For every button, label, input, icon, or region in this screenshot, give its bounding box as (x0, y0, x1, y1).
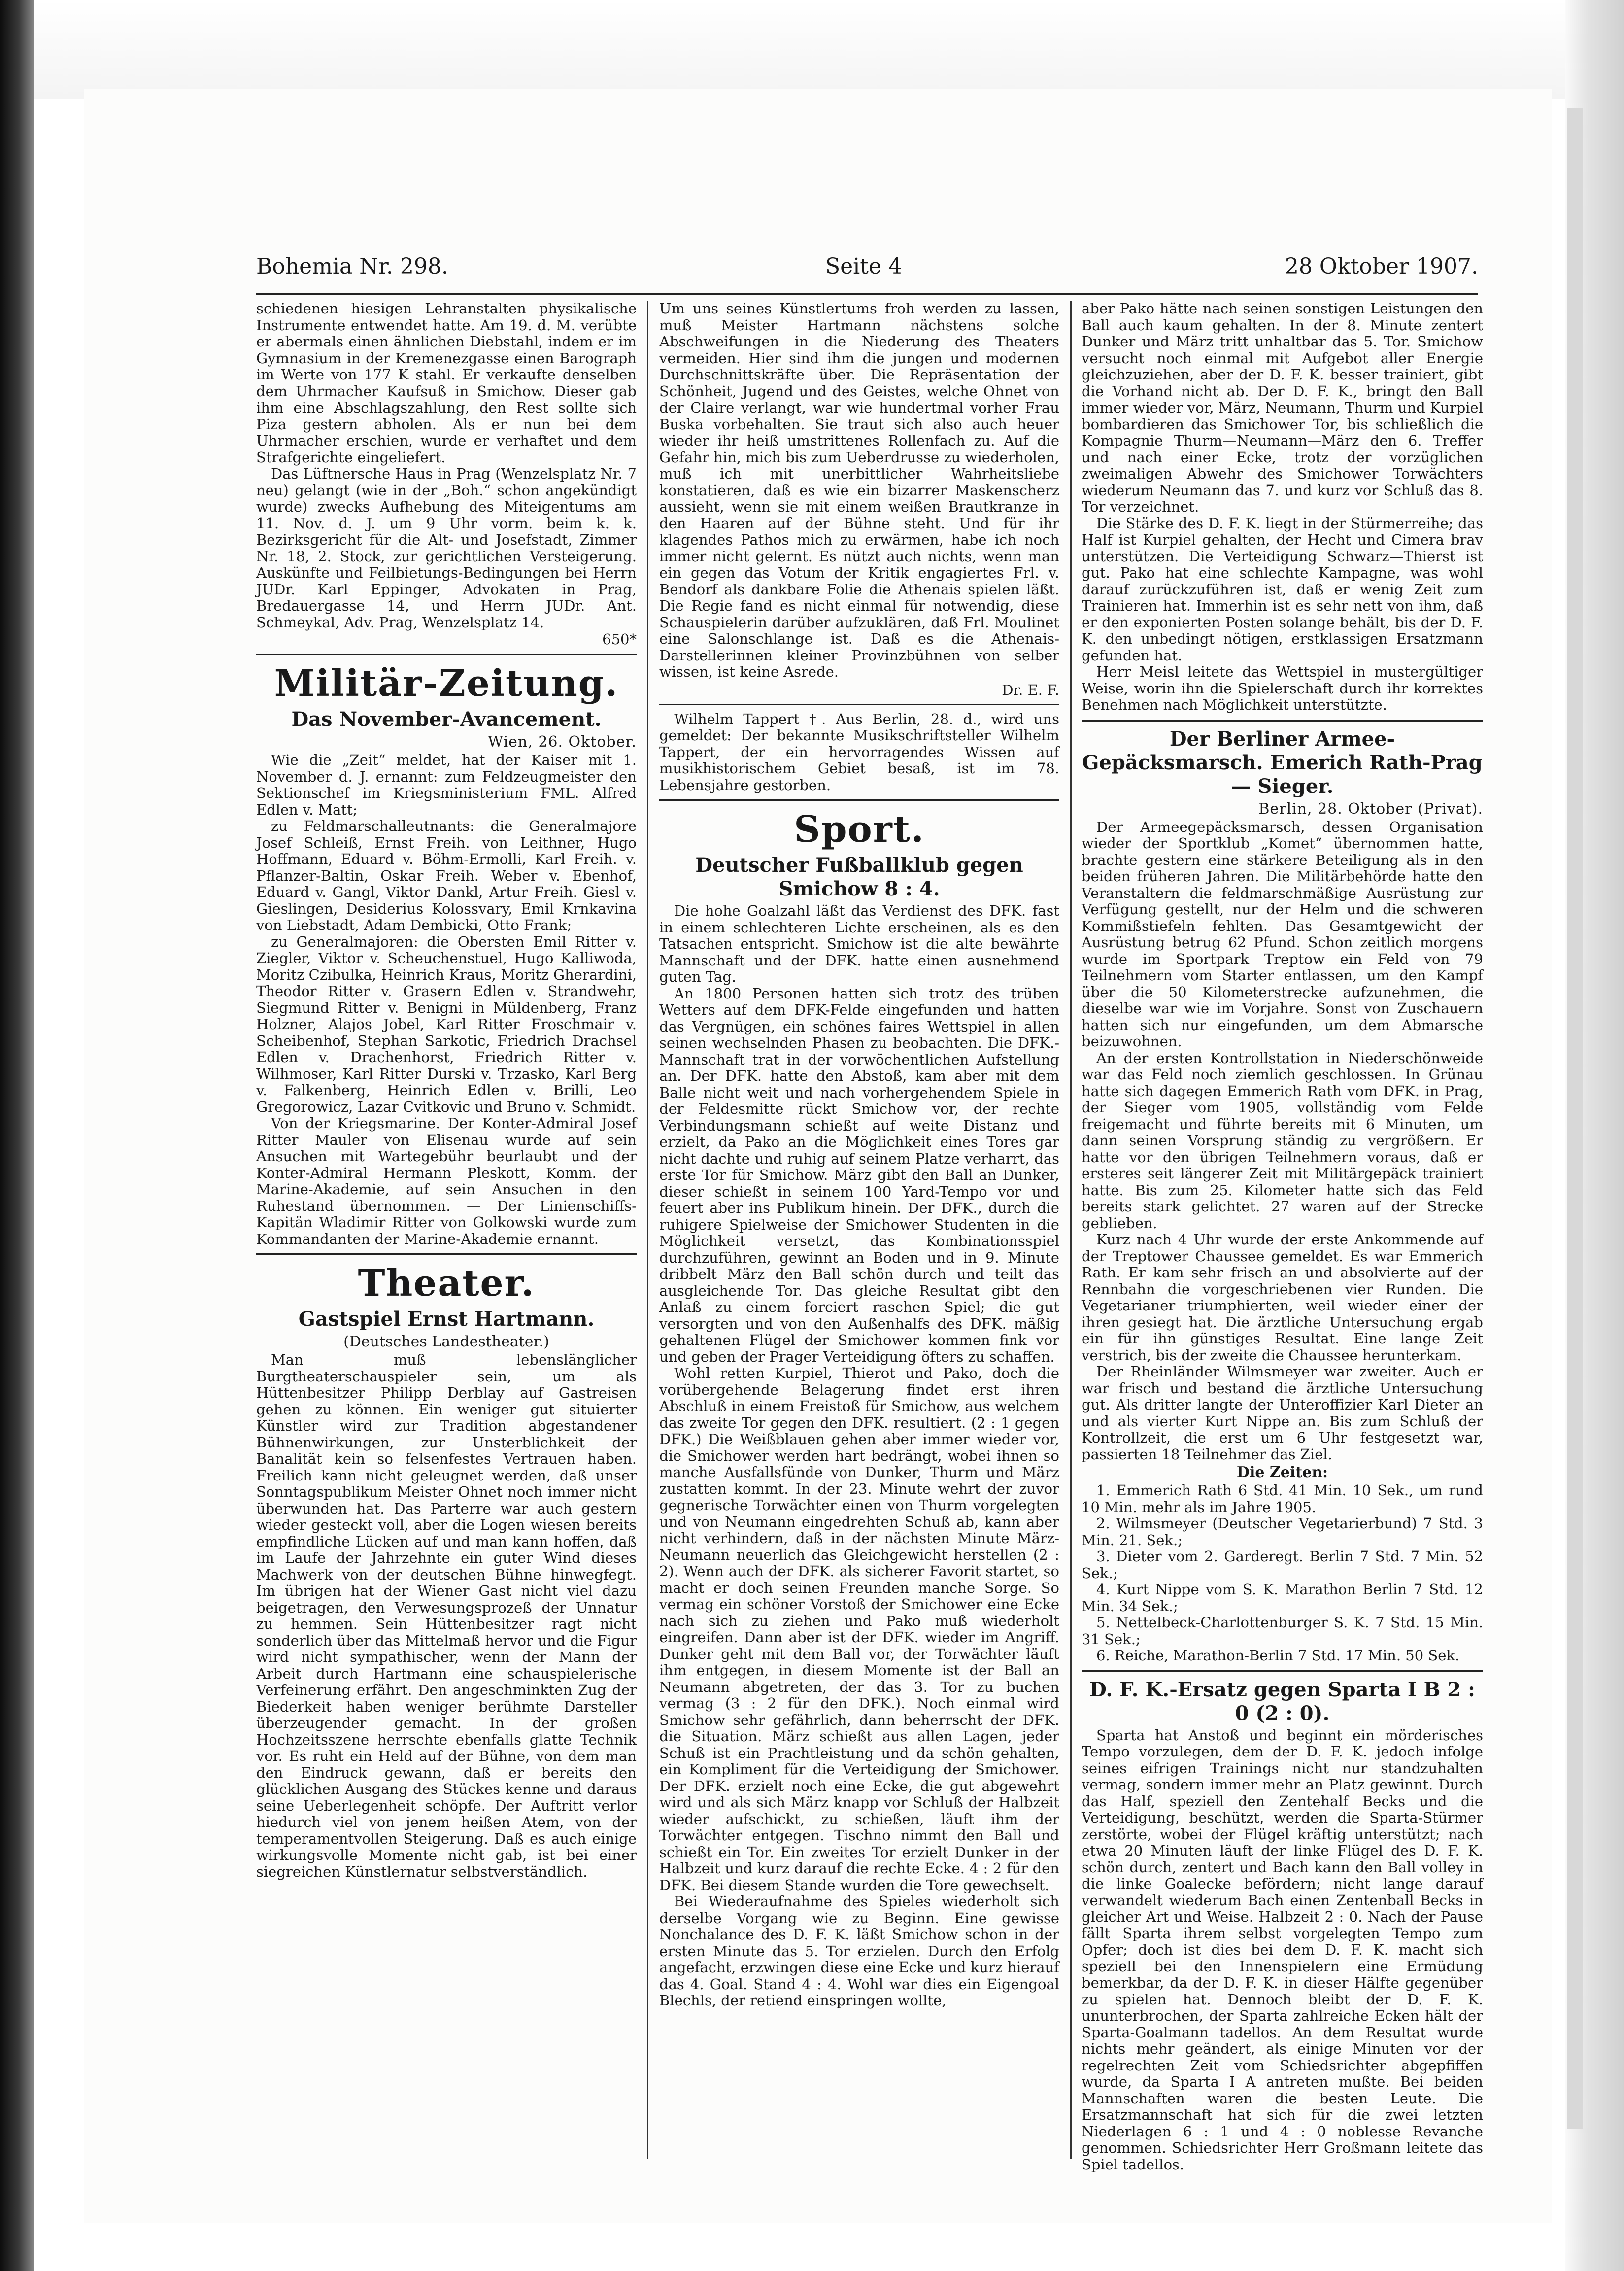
section-rule (256, 654, 637, 655)
article-text: An 1800 Personen hatten sich trotz des trüben Wetters auf dem DFK-Felde eingefunden und hatten das Vergnügen, ein schönes faires Wettspiel in allen seinen wechselnden Phasen zu beobachten. Die DFK.-Mannschaft trat in der vorwöchentlichen Aufstellung an. Der DFK. hatte den Abstoß, kam aber mit dem Balle nicht weit und nach vorhergehendem Spiele in der Feldesmitte rückt Smichow vor, der rechte Verbindungsmann schießt auf weite Distanz und erzielt, da Pako an die Möglichkeit eines Tores gar nicht dachte und ruhig auf seinem Platze verharrt, das erste Tor für Smichow. März gibt den Ball an Dunker, dieser schießt in seinem 100 Yard-Tempo vor und feuert aber ins Publikum hinein. Der DFK., durch die ruhigere Spielweise der Smichower Studenten in die Möglichkeit versetzt, das Kombinationsspiel durchzuführen, gewinnt an Boden und in 9. Minute dribbelt März den Ball schön durch und teilt das ausgleichende Tor. Das gleiche Resultat gibt den Anlaß zu einem forciert raschen Spiel; die gut versorgten und von den Außenhalfs des DFK. mäßig gehaltenen Flügel der Smichower kommen fink vor und geben der Prager Verteidigung öfters zu schaffen. (659, 985, 1059, 1365)
result-row: 3. Dieter vom 2. Garderegt. Berlin 7 Std. 7 Min. 52 Sek.; (1082, 1548, 1483, 1582)
notice-price: 650* (602, 631, 637, 648)
article-text: Die hohe Goalzahl läßt das Verdienst des DFK. fast in einem schlechteren Lichte erscheinen, als es den Tatsachen entspricht. Smichow ist die alte bewährte Mannschaft und der DFK. hatte einen ausnehmend guten Tag. (659, 902, 1059, 985)
article-text: Von der Kriegsmarine. Der Konter-Admiral Josef Ritter Mauler von Elisenau wurde auf sein Ansuchen mit Wartegebühr beurlaubt und der Konter-Admiral Hermann Pleskott, Komm. der Marine-Akademie, auf sein Ansuchen in den Ruhestand übernommen. — Der Linienschiffs-Kapitän Wladimir Ritter von Golkowski wurde zum Kommandanten der Marine-Akademie ernannt. (256, 1115, 637, 1247)
results-heading: Die Zeiten: (1236, 1464, 1328, 1481)
article-heading: D. F. K.-Ersatz gegen Sparta I B 2 : 0 (2 : 0). (1089, 1678, 1475, 1725)
article-text: Wilhelm Tappert †. Aus Berlin, 28. d., wird uns gemeldet: Der bekannte Musikschriftsteller Wilhelm Tappert, der ein hervorragendes Wissen auf musikhistorischem Gebiet besaß, ist im 78. Lebensjahre gestorben. (659, 710, 1059, 793)
scan-binding-edge (0, 0, 34, 2271)
issue-date: 28 Oktober 1907. (1285, 254, 1478, 279)
notice-text: Das Lüftnersche Haus in Prag (Wenzelsplatz Nr. 7 neu) gelangt (wie in der „Boh.“ schon angekündigt wurde) zwecks Aufhebung des Miteigentums am 11. Nov. d. J. um 9 Uhr vorm. beim k. k. Bezirksgericht für die Alt- und Josefstadt, Zimmer Nr. 18, 2. Stock, zur gerichtlichen Versteigerung. Auskünfte und Feilbietungs-Bedingungen bei Herrn JUDr. Karl Eppinger, Advokaten in Prag, Bredauergasse 14, und Herrn JUDr. Ant. Schmeykal, Adv. Prag, Wenzelsplatz 14. (256, 465, 637, 631)
result-row: 6. Reiche, Marathon-Berlin 7 Std. 17 Min. 50 Sek. (1096, 1647, 1460, 1664)
article-text: schiedenen hiesigen Lehranstalten physikalische Instrumente entwendet hatte. Am 19. d. M. verübte er abermals einen ähnlichen Diebstahl, indem er im Gymnasium in der Kremenezgasse einen Barograph im Werte von 177 K stahl. Er verkaufte denselben dem Uhrmacher Kaufsuß in Smichow. Dieser gab ihm eine Abschlagszahlung, den Rest sollte sich Piza gestern abholen. Als er nun bei dem Uhrmacher erschien, wurde er verhaftet und dem Strafgerichte eingeliefert. (256, 300, 637, 466)
article-heading: Der Berliner Armee-Gepäcksmarsch. Emerich Rath-Prag — Sieger. (1082, 727, 1483, 798)
article-heading: Deutscher Fußballklub gegen Smichow 8 : 4. (695, 854, 1023, 900)
header-rule (256, 293, 1478, 295)
author-signature: Dr. E. F. (1002, 681, 1059, 698)
section-rule (1082, 720, 1483, 722)
article-heading: Gastspiel Ernst Hartmann. (298, 1308, 595, 1331)
section-rule (256, 1253, 637, 1255)
result-row: 4. Kurt Nippe vom S. K. Marathon Berlin 7 Std. 12 Min. 34 Sek.; (1082, 1581, 1483, 1615)
article-text: Man muß lebenslänglicher Burgtheaterschauspieler sein, um als Hüttenbesitzer Philipp Derblay auf Gastreisen gehen zu können. Ein weniger gut situierter Künstler wird zur Tradition abgestandener Bühnenwirkungen, zur Unsterblichkeit der Banalität kein so felsenfestes Vertrauen haben. Freilich kann nicht geleugnet werden, daß unser Sonntagspublikum Meister Ohnet noch immer nicht überwunden hat. Das Parterre war auch gestern wieder gesteckt voll, aber die Logen wiesen bereits empfindliche Lücken auf und man kann hoffen, daß im Laufe der Jahrzehnte ein guter Wind dieses Machwerk von der deutschen Bühne hinwegfegt. Im übrigen hat der Wiener Gast nicht viel dazu beigetragen, den Verwesungsprozeß der Unnatur zu hemmen. Sein Hüttenbesitzer ragt nicht sonderlich über das Mittelmaß hervor und die Figur wird nicht sympathischer, wenn der Mann der Arbeit durch Hartmann eine schauspielerische Verfeinerung erfährt. Den angeschminkten Zug der Biederkeit haben weniger berühmte Darsteller überzeugender gemacht. In der großen Hochzeitsszene herrschte ebenfalls glatte Technik vor. Es ruht ein Held auf der Bühne, von dem man den Eindruck gewann, daß er bereits den glücklichen Ausgang des Stückes kenne und daraus seine Ueberlegenheit schöpfe. Der Auftritt verlor hiedurch viel von jenem heißen Atem, von der temperamentvollen Steigerung. Daß es auch einige wirkungsvolle Momente nicht gab, ist bei einer siegreichen Künstlernatur selbstverständlich. (256, 1351, 637, 1880)
column-right (1082, 300, 1483, 2173)
article-text: Der Armeegepäcksmarsch, dessen Organisation wieder der Sportklub „Komet“ übernommen hatte, brachte gestern eine stärkere Beteiligung als in den beiden früheren Jahren. Die Militärbehörde hatte den Veranstaltern die feldmarschmäßige Ausrüstung zur Verfügung gestellt, nur der Helm und die schweren Kommißstiefeln fehlten. Das Gesamtgewicht der Ausrüstung betrug 62 Pfund. Schon zeitlich morgens wurde im Sportpark Treptow ein Feld von 79 Teilnehmern vom Starter entlassen, um den Kampf über die 50 Kilometerstrecke aufzunehmen, die dieselbe war wie im Vorjahre. Sonst von Zuschauern hatten sich nur eingefunden, um dem Abmarsche beizuwohnen. (1082, 818, 1483, 1050)
section-heading-theater: Theater. (358, 1262, 535, 1305)
result-row: 2. Wilmsmeyer (Deutscher Vegetarierbund) 7 Std. 3 Min. 21. Sek.; (1082, 1515, 1483, 1548)
article-text: Kurz nach 4 Uhr wurde der erste Ankommende auf der Treptower Chaussee gemeldet. Es war Emmerich Rath. Er kam sehr frisch an und absolvierte auf der Rennbahn die vorgeschriebenen vier Runden. Die Vegetarianer triumphierten, weil wieder einer der ihren gesiegt hat. Die ärztliche Untersuchung ergab ein für ihn günstiges Resultat. Eine lange Zeit verstrich, bis der zweite die Chaussee herunterkam. (1082, 1231, 1483, 1364)
column-rule (647, 301, 648, 2159)
dateline: Berlin, 28. Oktober (Privat). (1258, 800, 1483, 818)
article-subheading: (Deutsches Landestheater.) (343, 1333, 549, 1350)
article-text: Bei Wiederaufnahme des Spieles wiederholt sich derselbe Vorgang wie zu Beginn. Eine gewisse Nonchalance des D. F. K. läßt Smichow schon in der ersten Minute das 5. Tor erzielen. Durch den Erfolg angefacht, erzwingen diese eine Ecke und kurz hierauf das 4. Goal. Stand 4 : 4. Wohl war dies ein Eigengoal Blechls, der retiend einspringen wollte, (659, 1893, 1059, 2009)
column-left (256, 301, 637, 2164)
column-rule (1070, 301, 1072, 2159)
article-text: Um uns seines Künstlertums froh werden zu lassen, muß Meister Hartmann nächstens solche Abschweifungen in die Niederung des Theaters vermeiden. Hier sind ihm die jungen und modernen Durchschnittskräfte über. Die Repräsentation der Schönheit, Jugend und des Geistes, welche Ohnet von der Claire verlangt, war wie hundertmal vorher Frau Buska vorbehalten. Sie traut sich also auch heuer wieder ihr heiß umstrittenes Rollenfach zu. Auf die Gefahr hin, mich bis zum Ueberdrusse zu wiederholen, muß ich mit unerbittlicher Wahrheitsliebe konstatieren, daß es wie ein bizarrer Maskenscherz aussieht, wenn sie mit einem weißen Brautkranze in den Haaren auf der Bühne steht. Und für ihr klagendes Pathos mich zu erwärmen, habe ich noch immer nicht gelernt. Es nützt auch nichts, wenn man ein gegen das Votum der Kritik engagiertes Frl. v. Bendorf als dankbare Folie die Athenais spielen läßt. Die Regie fand es nicht einmal für notwendig, diese Schauspielerin darüber aufzuklären, daß Frl. Moulinet eine Salonschlange ist. Daß es die Athenais-Darstellerinnen kleiner Provinzbühnen von selber wissen, ist keine Asrede. (659, 300, 1059, 680)
column-middle (659, 301, 1059, 2164)
result-row: 1. Emmerich Rath 6 Std. 41 Min. 10 Sek., um rund 10 Min. mehr als im Jahre 1905. (1082, 1482, 1483, 1515)
article-text: zu Feldmarschalleutnants: die Generalmajore Josef Schleiß, Ernst Freih. von Leithner, Hugo Hoffmann, Eduard v. Böhm-Ermolli, Karl Freih. v. Pflanzer-Baltin, Oskar Freih. Weber v. Ebenhof, Eduard v. Gangl, Viktor Dankl, Artur Freih. Giesl v. Gieslingen, Desiderius Kolossvary, Emil Krnkavina von Liebstadt, Adam Dembicki, Otto Frank; (256, 818, 637, 933)
scan-background-top (0, 0, 1624, 99)
masthead-issue: Bohemia Nr. 298. (256, 254, 448, 279)
article-text: Wie die „Zeit“ meldet, hat der Kaiser mit 1. November d. J. ernannt: zum Feldzeugmeister den Sektionschef im Kriegsministerium FML. Alfred Edlen v. Matt; (256, 752, 637, 818)
result-row: 5. Nettelbeck-Charlottenburger S. K. 7 Std. 15 Min. 31 Sek.; (1082, 1614, 1483, 1648)
section-rule (659, 704, 1059, 705)
scan-mark (1567, 108, 1583, 2129)
dateline: Wien, 26. Oktober. (488, 733, 637, 751)
section-heading-sport: Sport. (794, 808, 925, 851)
article-text: aber Pako hätte nach seinen sonstigen Leistungen den Ball auch kaum gehalten. In der 8. Minute zentert Dunker und März tritt unhaltbar das 5. Tor. Smichow versucht noch einmal mit Aufgebot aller Energie gleichzuziehen, aber der D. F. K. besser trainiert, gibt die Vorhand nicht ab. Der D. F. K., bringt den Ball immer wieder vor, März, Neumann, Thurm und Kurpiel bombardieren das Smichower Tor, bis schließlich die Kompagnie Thurm—Neumann—März den 6. Treffer und nach einer Ecke, trotz der vorzüglichen zweimaligen Abwehr des Smichower Torwächters wiederum Neumann das 7. und kurz vor Schluß das 8. Tor verzeichnet. (1082, 300, 1483, 515)
article-text: An der ersten Kontrollstation in Niederschönweide war das Feld noch ziemlich geschlossen. In Grünau hatte sich dagegen Emmerich Rath vom DFK. in Prag, der Sieger vom 1905, vollständig vom Felde freigemacht und führte bereits mit 6 Minuten, um dann seinen Vorsprung ständig zu vergrößern. Er hatte vor den übrigen Teilnehmern voraus, daß er ersteres seit längerer Zeit mit Militärgepäck trainiert hatte. Bis zum 25. Kilometer hatte sich das Feld bereits stark gelichtet. 27 waren auf der Strecke geblieben. (1082, 1049, 1483, 1232)
article-text: Der Rheinländer Wilmsmeyer war zweiter. Auch er war frisch und bestand die ärztliche Untersuchung gut. Als dritter langte der Unteroffizier Karl Dieter an und als vierter Kurt Nippe an. Bis zum Schluß der Kontrollzeit, die erst um 6 Uhr festgesetzt war, passierten 18 Teilnehmer das Ziel. (1082, 1363, 1483, 1463)
article-text: Herr Meisl leitete das Wettspiel in mustergültiger Weise, worin ihn die Spielerschaft durch ihr korrektes Benehmen nach Möglichkeit unterstützte. (1082, 663, 1483, 713)
section-rule (659, 799, 1059, 801)
page-number: Seite 4 (825, 254, 902, 279)
section-rule (1082, 1670, 1483, 1672)
section-heading-military: Militär-Zeitung. (274, 662, 619, 705)
page-header (256, 254, 1478, 283)
article-text: zu Generalmajoren: die Obersten Emil Ritter v. Ziegler, Viktor v. Scheuchenstuel, Hugo Kalliwoda, Moritz Czibulka, Heinrich Kraus, Moritz Gherardini, Theodor Ritter v. Grasern Edlen v. Strandwehr, Siegmund Ritter v. Benigni in Müldenberg, Franz Holzner, Alajos Jobel, Karl Ritter Froschmair v. Scheibenhof, Stephan Sarkotic, Friedrich Drachsel Edlen v. Drachenhorst, Friedrich Ritter v. Wilhmoser, Karl Ritter Durski v. Trzasko, Karl Berg v. Falkenberg, Heinrich Edlen v. Brilli, Leo Gregorowicz, Lazar Cvitkovic und Bruno v. Schmidt. (256, 933, 637, 1115)
article-heading: Das November-Avancement. (291, 708, 602, 731)
article-text: Wohl retten Kurpiel, Thierot und Pako, doch die vorübergehende Belagerung findet erst ihren Abschluß in einem Freistoß für Smichow, aus welchem das zweite Tor gegen den DFK. resultiert. (2 : 1 gegen DFK.) Die Weißblauen gehen aber immer wieder vor, die Smichower werden hart bedrängt, wobei ihnen so manche Ausfallsfünde von Dunker, Thurm und März zustatten kommt. In der 23. Minute wehrt der zuvor gegnerische Torwächter einen von Thurm vorgelegten und von Neumann eingedrehten Schuß ab, kann aber nicht verhindern, daß in der nächsten Minute März-Neumann neuerlich das Gleichgewicht herstellen (2 : 2). Wenn auch der DFK. als sicherer Favorit startet, so macht er doch seinen Freunden manche Sorge. So vermag ein schöner Vorstoß der Smichower eine Ecke nach sich zu ziehen und Pako muß wiederholt eingreifen. Dann aber ist der DFK. wieder im Angriff. Dunker geht mit dem Ball vor, der Torwächter läuft ihm entgegen, in diesem Momente ist der Ball an Neumann abgetreten, der das 3. Tor zu buchen vermag (3 : 2 für den DFK.). Noch einmal wird Smichow sehr gefährlich, dann beherrscht der DFK. die Situation. März schießt aus allen Lagen, jeder Schuß ist ein Prachtleistung und da schön gehalten, ein Kompliment für die Verteidigung der Smichower. Der DFK. erzielt noch eine Ecke, die gut abgewehrt wird und als sich März knapp vor Schluß der Halbzeit wieder aufschickt, zu schießen, läuft ihm der Torwächter entgegen. Tischno nimmt den Ball und schießt ein Tor. Ein zweites Tor erzielt Dunker in der Halbzeit und kurz darauf die rechte Ecke. 4 : 2 für den DFK. Bei diesem Stande wurden die Tore gewechselt. (659, 1365, 1059, 1893)
article-text: Die Stärke des D. F. K. liegt in der Stürmerreihe; das Half ist Kurpiel gehalten, der Hecht und Cimera brav unterstützen. Die Verteidigung Schwarz—Thierst ist gut. Pako hat eine schlechte Kampagne, was wohl darauf zurückzuführen ist, daß er wenig Zeit zum Trainieren hat. Immerhin ist es sehr nett von ihm, daß er den exponierten Posten solange behält, bis der D. F. K. den unbedingt nötigen, erstklassigen Ersatzmann gefunden hat. (1082, 515, 1483, 664)
article-text: Sparta hat Anstoß und beginnt ein mörderisches Tempo vorzulegen, dem der D. F. K. jedoch infolge seines eifrigen Trainings nicht nur standzuhalten vermag, sondern immer mehr an Platz gewinnt. Durch das Half, speziell den Zentehalf Becks und die Verteidigung, beschützt, werden die Sparta-Stürmer zerstörte, wobei der Flügel kräftig unterstützt; nach etwa 20 Minuten läuft der linke Flügel des D. F. K. schön durch, zentert und Bach kann den Ball volley in die linke Goalecke befördern; nicht lange darauf verwandelt wiederum Bach einen Zentenball Becks in gleicher Art und Weise. Halbzeit 2 : 0. Nach der Pause fällt Sparta ihrem selbst vorgelegten Tempo zum Opfer; doch ist dies bei dem D. F. K. macht sich speziell bei den Innenspielern eine Ermüdung bemerkbar, da der D. F. K. in dieser Hälfte gegenüber zu spielen hat. Dennoch bleibt der D. F. K. ununterbrochen, der Sparta zahlreiche Ecken hält der Sparta-Goalmann tadellos. An dem Resultat wurde nichts mehr geändert, als einige Minuten vor der regelrechten Zeit vom Schiedsrichter abgepfiffen wurde, da Sparta I A antreten mußte. Bei beiden Mannschaften waren die besten Leute. Die Ersatzmannschaft hat sich für die zwei letzten Niederlagen 6 : 1 und 4 : 0 noblesse Revanche genommen. Schiedsrichter Herr Großmann leitete das Spiel tadellos. (1082, 1726, 1483, 2173)
